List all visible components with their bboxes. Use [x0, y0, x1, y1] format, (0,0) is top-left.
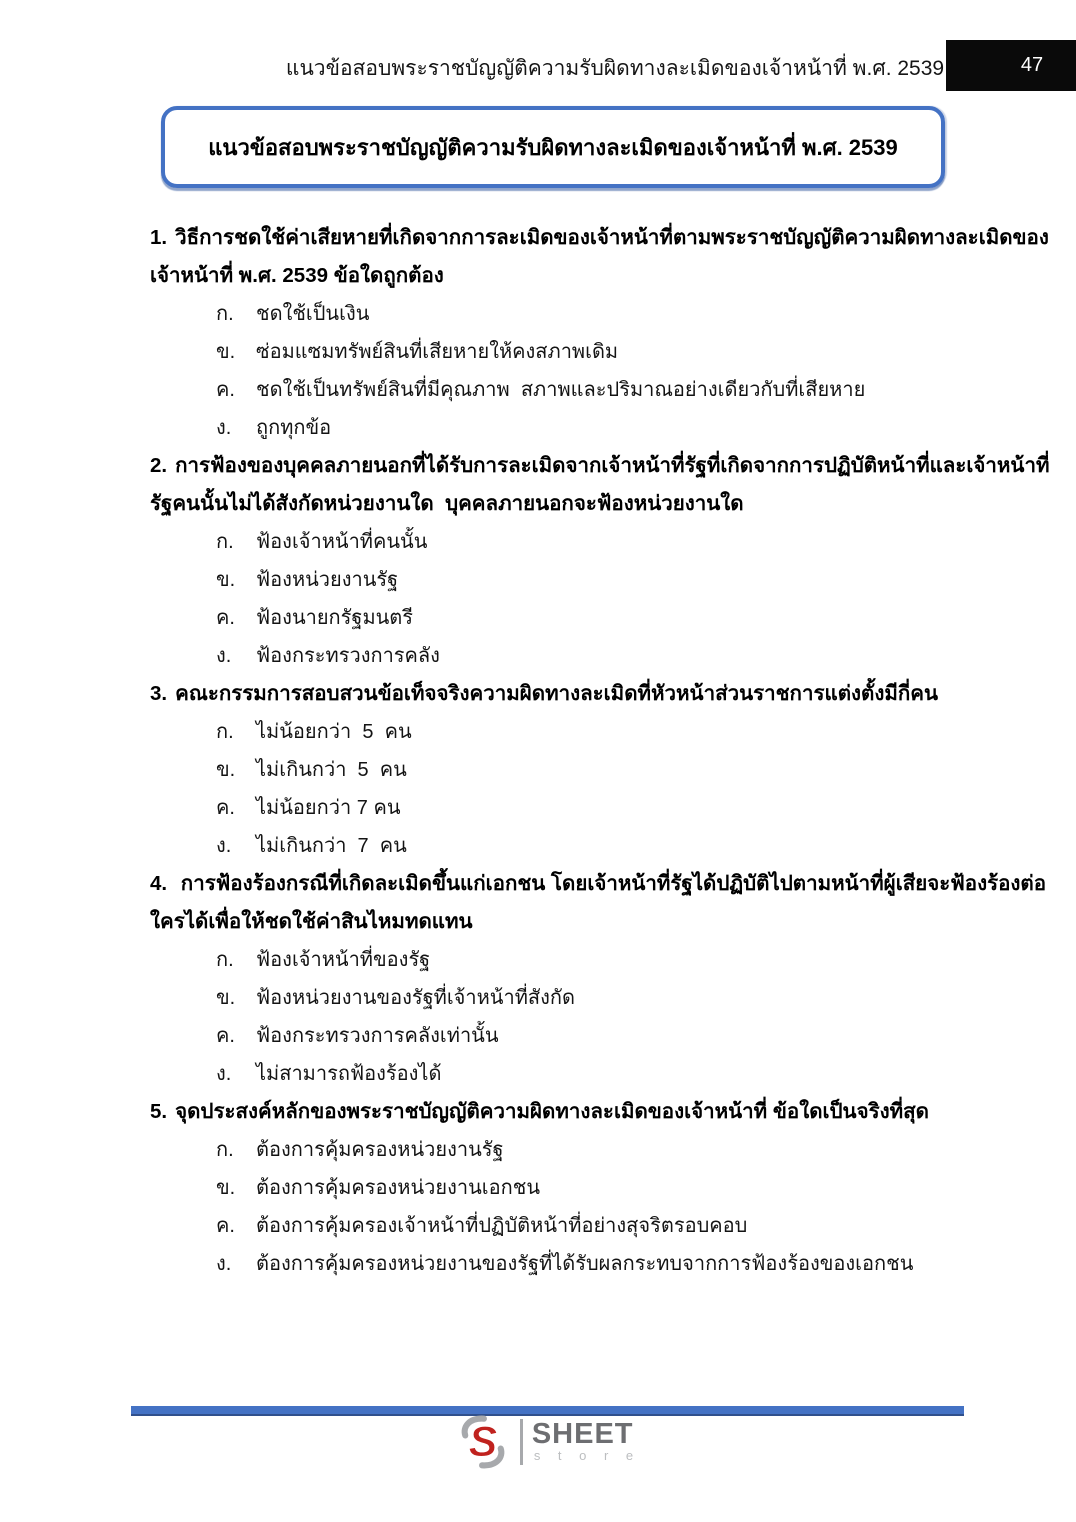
question-text: การฟ้องของบุคคลภายนอกที่ได้รับการละเมิดจากเจ้าหน้าที่รัฐที่เกิดจากการปฏิบัติหน้าที่และเจ้าหน้าที่ [175, 454, 1050, 477]
options-list [150, 941, 958, 1093]
sheet-store-logo-icon [455, 1414, 511, 1470]
question-block [150, 219, 1049, 447]
answer-option [150, 409, 958, 447]
option-letter: ก. [216, 531, 234, 553]
answer-option [150, 295, 958, 333]
page-number-badge [946, 40, 1076, 91]
option-text: ฟ้องเจ้าหน้าที่ของรัฐ [256, 949, 431, 971]
question-text-line [150, 675, 958, 713]
option-letter: ข. [216, 569, 236, 591]
option-text: ฟ้องกระทรวงการคลังเท่านั้น [256, 1025, 499, 1047]
footer-logo [131, 1413, 964, 1471]
answer-option [150, 523, 958, 561]
answer-option [150, 1131, 958, 1169]
option-text: ถูกทุกข้อ [256, 417, 332, 439]
option-text: ฟ้องหน่วยงานของรัฐที่เจ้าหน้าที่สังกัด [256, 987, 575, 1009]
question-text: วิธีการชดใช้ค่าเสียหายที่เกิดจากการละเมิดของเจ้าหน้าที่ตามพระราชบัญญัติความผิดทางละเมิดของ [175, 226, 1049, 249]
option-letter: ข. [216, 759, 236, 781]
option-text: ต้องการคุ้มครองหน่วยงานรัฐ [256, 1139, 504, 1161]
option-text: ซ่อมแซมทรัพย์สินที่เสียหายให้คงสภาพเดิม [256, 341, 619, 363]
option-letter: ค. [216, 607, 235, 629]
option-letter: ค. [216, 1025, 235, 1047]
question-text: เจ้าหน้าที่ พ.ศ. 2539 ข้อใดถูกต้อง [150, 264, 444, 287]
option-text: ต้องการคุ้มครองหน่วยงานของรัฐที่ได้รับผลกระทบจากการฟ้องร้องของเอกชน [256, 1253, 914, 1275]
question-block [150, 1093, 958, 1283]
answer-option [150, 827, 958, 865]
option-letter: ข. [216, 987, 236, 1009]
answer-option [150, 599, 958, 637]
page-number: 47 [1020, 54, 1044, 76]
question-number: 3. [150, 682, 168, 705]
question-block [150, 865, 1047, 1093]
answer-option [150, 789, 958, 827]
brand-subtitle: s t o r e [533, 1448, 641, 1463]
options-list [150, 713, 958, 865]
option-letter: ข. [216, 1177, 236, 1199]
question-number: 2. [150, 454, 168, 477]
option-text: ไม่เกินกว่า 5 คน [256, 759, 407, 781]
page-title: แนวข้อสอบพระราชบัญญัติความรับผิดทางละเมิดของเจ้าหน้าที่ พ.ศ. 2539 [208, 134, 898, 160]
option-text: ไม่สามารถฟ้องร้องได้ [256, 1063, 442, 1085]
question-text: ใครได้เพื่อให้ชดใช้ค่าสินไหมทดแทน [150, 910, 473, 933]
question-text-line [150, 865, 1047, 903]
option-letter: ค. [216, 797, 235, 819]
answer-option [150, 713, 958, 751]
question-block [150, 447, 1050, 675]
question-text: คณะกรรมการสอบสวนข้อเท็จจริงความผิดทางละเมิดที่หัวหน้าส่วนราชการแต่งตั้งมีกี่คน [175, 682, 939, 705]
answer-option [150, 637, 958, 675]
question-text-line [150, 1093, 958, 1131]
option-text: ไม่เกินกว่า 7 คน [256, 835, 407, 857]
answer-option [150, 1055, 958, 1093]
brand-text [531, 1418, 641, 1463]
option-text: ต้องการคุ้มครองเจ้าหน้าที่ปฏิบัติหน้าที่อย่างสุจริตรอบคอบ [256, 1215, 748, 1237]
option-letter: ก. [216, 721, 234, 743]
option-letter: ก. [216, 1139, 234, 1161]
option-letter: ข. [216, 341, 236, 363]
option-letter: ก. [216, 303, 234, 325]
answer-option [150, 1207, 958, 1245]
question-text-line [150, 219, 1049, 257]
option-letter: ก. [216, 949, 234, 971]
option-text: ไม่น้อยกว่า 7 คน [256, 797, 401, 819]
options-list [150, 1131, 958, 1283]
option-letter: ง. [216, 1063, 232, 1085]
option-letter: ง. [216, 1253, 232, 1275]
option-text: ฟ้องกระทรวงการคลัง [256, 645, 440, 667]
question-text: การฟ้องร้องกรณีที่เกิดละเมิดขึ้นแก่เอกชน โดยเจ้าหน้าที่รัฐได้ปฏิบัติไปตามหน้าที่ผู้เสียจะฟ้องร้องต่อ [175, 872, 1047, 895]
answer-option [150, 941, 958, 979]
answer-option [150, 979, 958, 1017]
logo-letter: S [468, 1418, 498, 1466]
option-letter: ค. [216, 1215, 235, 1237]
brand-name: SHEET [531, 1418, 634, 1450]
answer-option [150, 1017, 958, 1055]
option-text: ชดใช้เป็นทรัพย์สินที่มีคุณภาพ สภาพและปริมาณอย่างเดียวกับที่เสียหาย [256, 379, 866, 401]
option-text: ไม่น้อยกว่า 5 คน [256, 721, 412, 743]
question-text-line [150, 903, 958, 941]
option-text: ฟ้องเจ้าหน้าที่คนนั้น [256, 531, 428, 553]
option-letter: ค. [216, 379, 235, 401]
option-letter: ง. [216, 835, 232, 857]
answer-option [150, 561, 958, 599]
question-text-line [150, 257, 958, 295]
running-header-title: แนวข้อสอบพระราชบัญญัติความรับผิดทางละเมิดของเจ้าหน้าที่ พ.ศ. 2539 [285, 57, 945, 80]
answer-option [150, 371, 958, 409]
option-text: ต้องการคุ้มครองหน่วยงานเอกชน [256, 1177, 540, 1199]
option-letter: ง. [216, 417, 232, 439]
title-box [161, 106, 945, 188]
questions-list [150, 219, 1050, 1283]
answer-option [150, 1245, 958, 1283]
answer-option [150, 333, 958, 371]
option-text: ฟ้องนายกรัฐมนตรี [256, 607, 414, 629]
question-block [150, 675, 958, 865]
logo-divider [520, 1419, 523, 1465]
option-letter: ง. [216, 645, 232, 667]
question-number: 5. [150, 1100, 168, 1123]
answer-option [150, 1169, 958, 1207]
question-text: รัฐคนนั้นไม่ได้สังกัดหน่วยงานใด บุคคลภายนอกจะฟ้องหน่วยงานใด [150, 492, 744, 515]
question-text-line [150, 485, 958, 523]
options-list [150, 523, 958, 675]
answer-option [150, 751, 958, 789]
options-list [150, 295, 958, 447]
question-text-line [150, 447, 1050, 485]
option-text: ชดใช้เป็นเงิน [256, 303, 370, 325]
question-number: 4. [150, 872, 168, 895]
question-number: 1. [150, 226, 168, 249]
question-text: จุดประสงค์หลักของพระราชบัญญัติความผิดทางละเมิดของเจ้าหน้าที่ ข้อใดเป็นจริงที่สุด [175, 1100, 929, 1123]
option-text: ฟ้องหน่วยงานรัฐ [256, 569, 399, 591]
